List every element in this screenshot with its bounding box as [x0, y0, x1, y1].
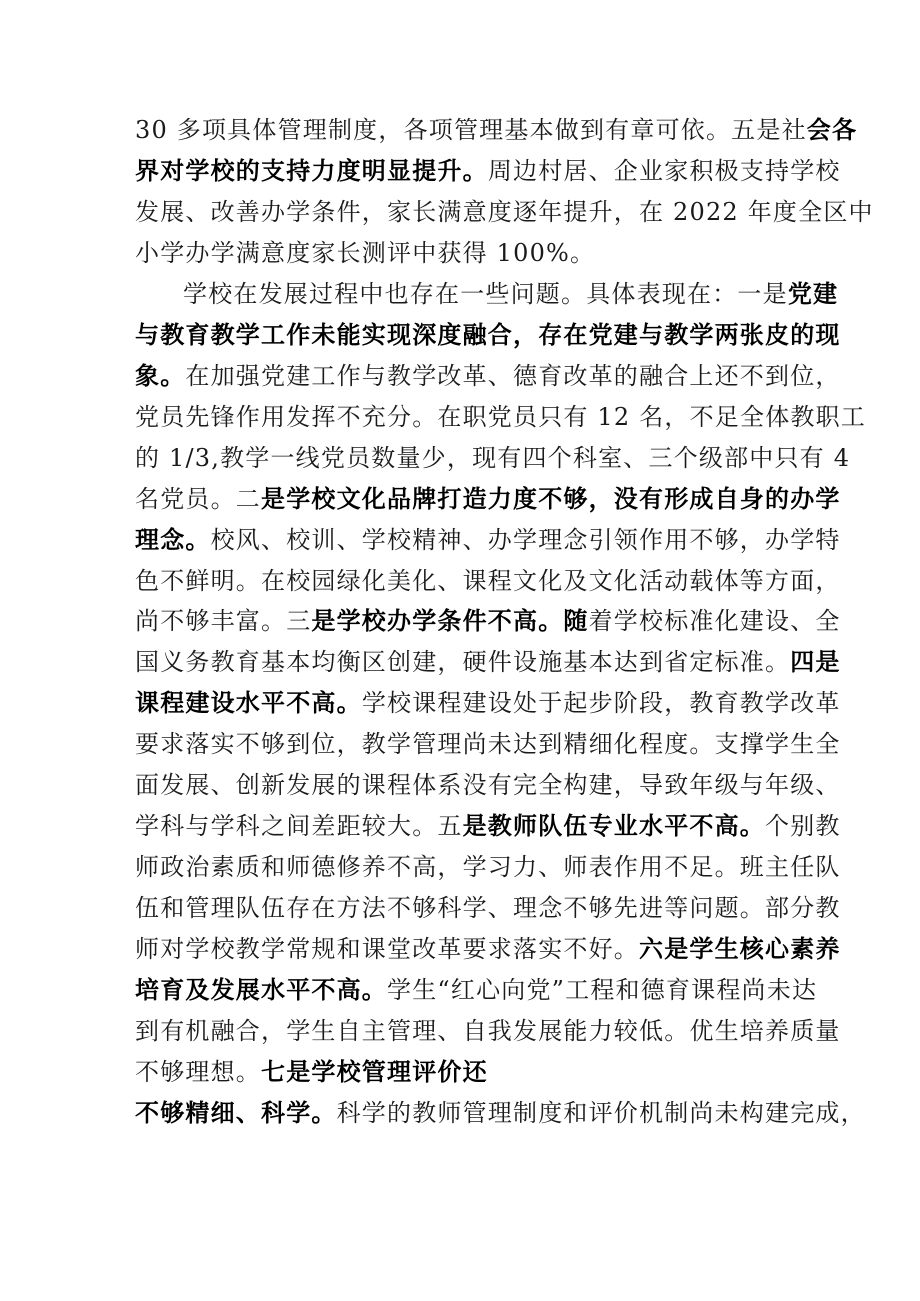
bold-text-segment: 是学校文化品牌打造力度不够，没有形成自身的办学: [261, 484, 841, 513]
bold-text-segment: 与教育教学工作未能实现深度融合，存在党建与教学两张皮的现: [135, 320, 841, 349]
text-line: [135, 151, 841, 191]
bold-text-segment: 六是学生核心素养: [639, 935, 841, 963]
text-line: [135, 110, 858, 150]
text-line: [135, 1011, 841, 1051]
text-segment: 国义务教育基本均衡区创建，硬件设施基本达到省定标准。: [135, 648, 791, 677]
text-line: [135, 561, 841, 601]
bold-text-segment: 党建: [787, 279, 839, 308]
text-segment: 尚不够丰富。三: [135, 607, 312, 636]
text-line: [135, 192, 874, 232]
bold-text-segment: 是教师队伍专业水平不高。: [462, 812, 766, 841]
text-line: [135, 642, 841, 682]
text-segment: 党员先锋作用发挥不充分。在职党员只有 12 名，不足全体教职工: [135, 402, 866, 431]
bold-text-segment: 会各: [806, 116, 858, 144]
text-segment: 师政治素质和师德修养不高，学习力、师表作用不足。班主任队: [135, 853, 841, 882]
bold-text-segment: 培育及发展水平不高。: [135, 976, 387, 1004]
text-line: [135, 601, 841, 641]
text-segment: 学科与学科之间差距较大。五: [135, 812, 463, 841]
text-segment: 的 1/3,教学一线党员数量少，现有四个科室、三个级部中只有 4: [135, 443, 851, 472]
text-segment: 个别教: [765, 812, 841, 841]
text-line: [135, 888, 841, 928]
text-segment: 要求落实不够到位，教学管理尚未达到精细化程度。支撑学生全: [135, 730, 841, 759]
text-line: [135, 479, 841, 519]
text-segment: 到有机融合，学生自主管理、自我发展能力较低。优生培养质量: [135, 1016, 841, 1045]
text-line: [183, 274, 839, 314]
text-line: [135, 970, 818, 1010]
text-line: [135, 1093, 866, 1133]
bold-text-segment: 七是学校管理评价还: [261, 1057, 488, 1086]
text-segment: 30 多项具体管理制度，各项管理基本做到有章可依。五是社: [135, 116, 807, 144]
text-segment: 学校在发展过程中也存在一些问题。具体表现在：一是: [183, 279, 788, 308]
text-line: [135, 233, 795, 273]
text-line: [135, 397, 866, 437]
text-segment: 学生“红心向党”工程和德育课程尚未达: [387, 976, 818, 1004]
bold-text-segment: 界对学校的支持力度明显提升。: [135, 156, 488, 185]
text-segment: 小学办学满意度家长测评中获得 100%。: [135, 238, 596, 267]
text-line: [135, 765, 841, 805]
bold-text-segment: 象。: [135, 361, 186, 390]
text-segment: 在加强党建工作与教学改革、德育改革的融合上还不到位，: [185, 361, 841, 390]
text-segment: 周边村居、企业家积极支持学校: [487, 156, 841, 185]
bold-text-segment: 不够精细、科学。: [135, 1098, 337, 1127]
text-line: [135, 683, 841, 723]
bold-text-segment: 理念。: [135, 525, 211, 554]
text-segment: 科学的教师管理制度和评价机制尚未构建完成，: [336, 1098, 866, 1127]
text-line: [135, 520, 841, 560]
bold-text-segment: 是学校办学条件不高。: [311, 607, 564, 636]
text-line: [135, 356, 841, 396]
text-line: [135, 847, 841, 887]
text-segment: 学校课程建设处于起步阶段，教育教学改革: [361, 689, 841, 718]
text-segment: 校风、校训、学校精神、办学理念引领作用不够，办学特: [210, 525, 841, 554]
text-segment: 师对学校教学常规和课堂改革要求落实不好。: [135, 935, 639, 963]
text-line: [135, 806, 841, 846]
text-segment: 着学校标准化建设、全: [588, 607, 841, 636]
text-segment: 伍和管理队伍存在方法不够科学、理念不够先进等问题。部分教: [135, 894, 841, 923]
text-line: [135, 724, 841, 764]
bold-text-segment: 四是: [790, 648, 841, 677]
text-segment: 发展、改善办学条件，家长满意度逐年提升，在 2022 年度全区中: [135, 197, 874, 226]
text-segment: 色不鲜明。在校园绿化美化、课程文化及文化活动载体等方面，: [135, 566, 841, 595]
text-segment: 名党员。二: [135, 484, 261, 513]
bold-text-segment: 课程建设水平不高。: [135, 689, 362, 718]
text-line: [135, 1052, 795, 1092]
text-line: [135, 929, 841, 969]
text-line: [135, 315, 841, 355]
text-segment: 不够理想。: [135, 1057, 261, 1086]
bold-text-segment: 随: [563, 607, 589, 636]
text-line: [135, 438, 851, 478]
text-segment: 面发展、创新发展的课程体系没有完全构建，导致年级与年级、: [135, 771, 841, 800]
